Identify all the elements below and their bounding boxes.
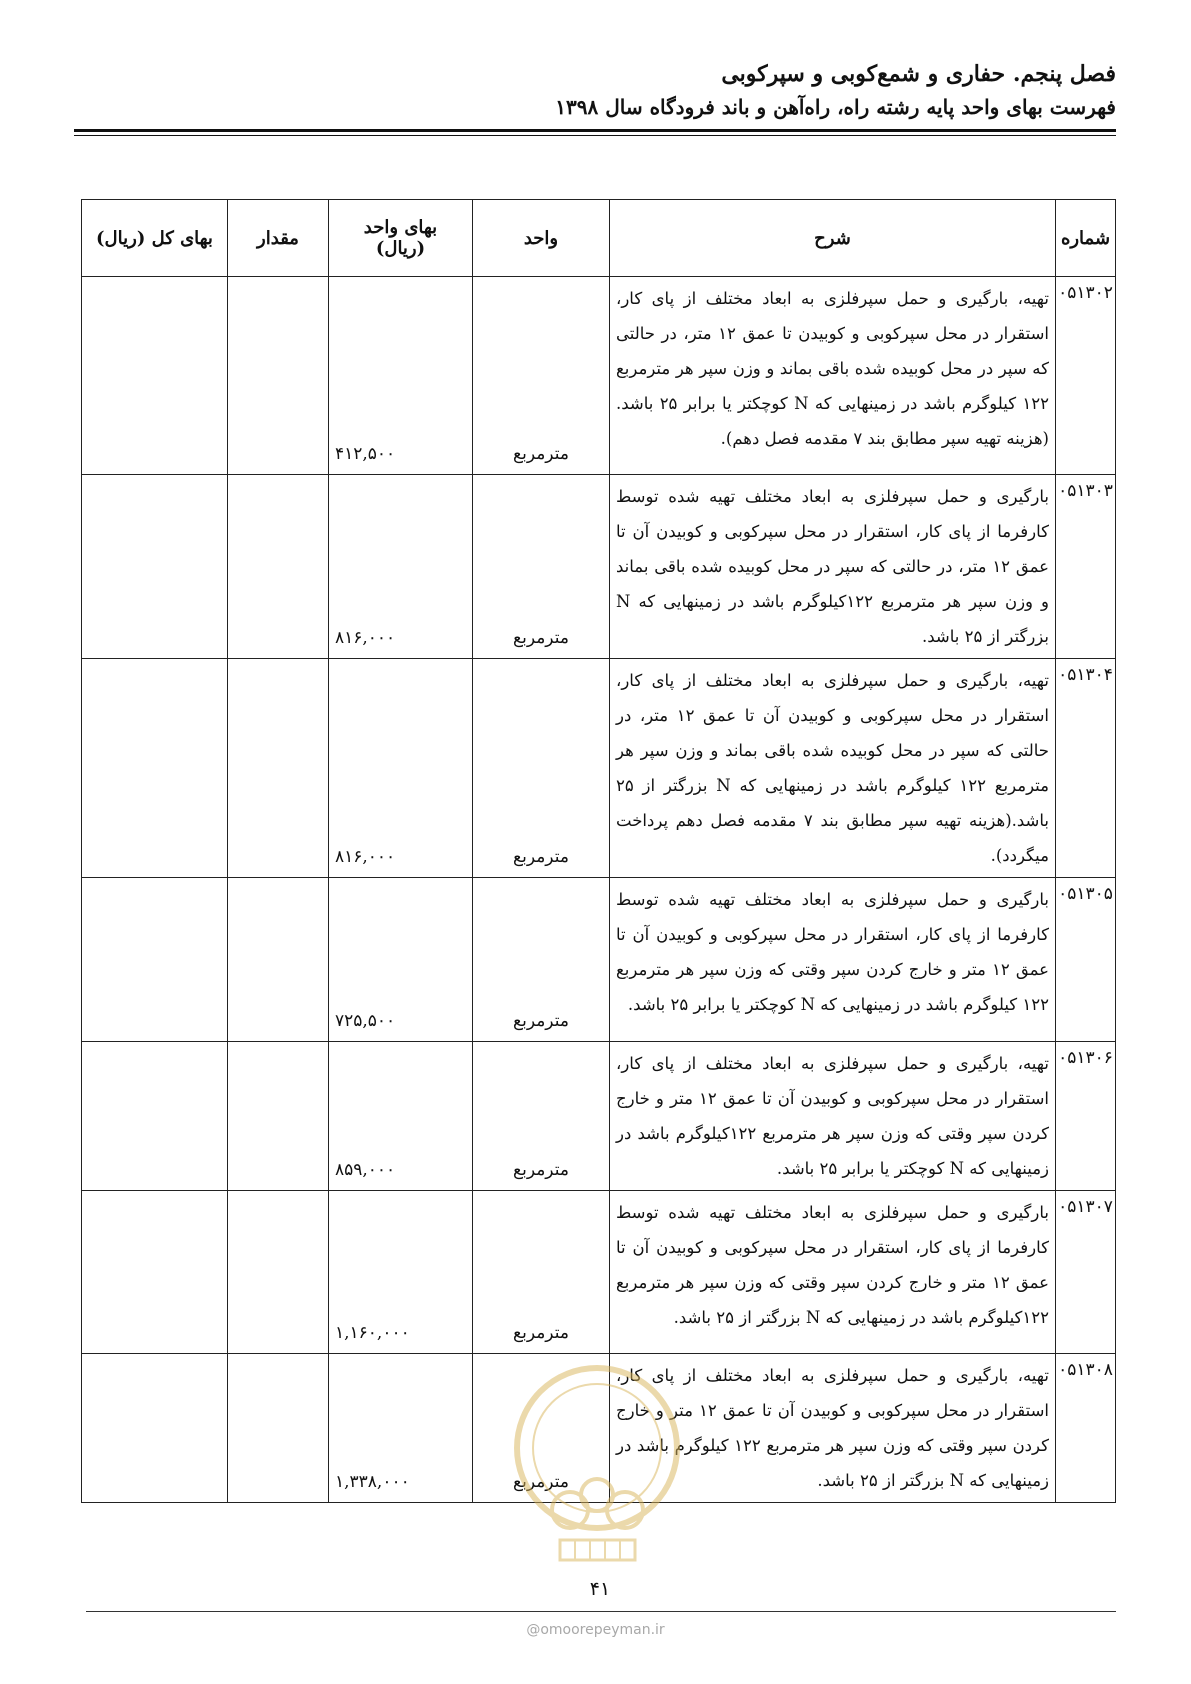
row-description: بارگیری و حمل سپرفلزی به ابعاد مختلف تهیه شده توسط کارفرما از پای کار، استقرار در محل سپرکوبی و کوبیدن آن تا عمق ۱۲ متر و خارج کردن سپر وقتی که وزن سپر هر مترمربع ۱۲۲ کیلوگرم باشد در زمینهایی که N کوچکتر یا برابر ۲۵ باشد. — [610, 878, 1056, 1042]
row-unit-price: ۱,۳۳۸,۰۰۰ — [329, 1354, 473, 1503]
footer-rule — [86, 1611, 1116, 1612]
row-unit: مترمربع — [473, 1042, 610, 1191]
row-code: ۰۵۱۳۰۲ — [1056, 277, 1116, 475]
row-quantity — [228, 1354, 329, 1503]
page-number: ۴۱ — [589, 1578, 611, 1600]
header-unit-price-line1: بهای واحد — [363, 217, 438, 238]
price-table — [81, 199, 1116, 1503]
chapter-title: فصل پنجم. حفاری و شمع‌کوبی و سپرکوبی — [721, 61, 1116, 87]
row-code: ۰۵۱۳۰۵ — [1056, 878, 1116, 1042]
table-row — [82, 475, 1116, 659]
row-unit: مترمربع — [473, 659, 610, 878]
row-description: تهیه، بارگیری و حمل سپرفلزی به ابعاد مختلف از پای کار، استقرار در محل سپرکوبی و کوبیدن آن تا عمق ۱۲ متر و خارج کردن سپر وقتی که وزن سپر هر مترمربع ۱۲۲کیلوگرم باشد در زمینهایی که N کوچکتر یا برابر ۲۵ باشد. — [610, 1042, 1056, 1191]
table-row — [82, 1042, 1116, 1191]
row-unit-price: ۸۵۹,۰۰۰ — [329, 1042, 473, 1191]
row-unit: مترمربع — [473, 1354, 610, 1503]
header-code: شماره — [1056, 200, 1116, 277]
row-unit-price: ۷۲۵,۵۰۰ — [329, 878, 473, 1042]
row-total-price — [82, 1191, 228, 1354]
row-code: ۰۵۱۳۰۶ — [1056, 1042, 1116, 1191]
row-description: بارگیری و حمل سپرفلزی به ابعاد مختلف تهیه شده توسط کارفرما از پای کار، استقرار در محل سپرکوبی و کوبیدن آن تا عمق ۱۲ متر، در حالتی که سپر در محل کوبیده شده باقی بماند و وزن سپر هر مترمربع ۱۲۲کیلوگرم باشد در زمینهایی که N بزرگتر از ۲۵ باشد. — [610, 475, 1056, 659]
row-code: ۰۵۱۳۰۸ — [1056, 1354, 1116, 1503]
seal-watermark-icon — [510, 1360, 685, 1590]
row-quantity — [228, 1191, 329, 1354]
row-code: ۰۵۱۳۰۷ — [1056, 1191, 1116, 1354]
table-row — [82, 878, 1116, 1042]
row-unit: مترمربع — [473, 475, 610, 659]
row-code: ۰۵۱۳۰۳ — [1056, 475, 1116, 659]
row-unit-price: ۱,۱۶۰,۰۰۰ — [329, 1191, 473, 1354]
row-description: تهیه، بارگیری و حمل سپرفلزی به ابعاد مختلف از پای کار، استقرار در محل سپرکوبی و کوبیدن تا عمق ۱۲ متر، در حالتی که سپر در محل کوبیده شده باقی بماند و وزن سپر هر مترمربع ۱۲۲ کیلوگرم باشد در زمینهایی که N کوچکتر یا برابر ۲۵ باشد.(هزینه تهیه سپر مطابق بند ۷ مقدمه فصل دهم). — [610, 277, 1056, 475]
row-description: بارگیری و حمل سپرفلزی به ابعاد مختلف تهیه شده توسط کارفرما از پای کار، استقرار در محل سپرکوبی و کوبیدن آن تا عمق ۱۲ متر و خارج کردن سپر وقتی که وزن سپر هر مترمربع ۱۲۲کیلوگرم باشد در زمینهایی که N بزرگتر از ۲۵ باشد. — [610, 1191, 1056, 1354]
table-header-row — [82, 200, 1116, 277]
header-unit-price-line2: (ریال) — [375, 238, 426, 259]
row-unit-price: ۴۱۲,۵۰۰ — [329, 277, 473, 475]
row-description: تهیه، بارگیری و حمل سپرفلزی به ابعاد مختلف از پای کار، استقرار در محل سپرکوبی و کوبیدن آن تا عمق ۱۲ متر، در حالتی که سپر در محل کوبیده شده باقی بماند و وزن سپر هر مترمربع ۱۲۲ کیلوگرم باشد در زمینهایی که N بزرگتر از ۲۵ باشد.(هزینه تهیه سپر مطابق بند ۷ مقدمه فصل دهم پرداخت میگردد). — [610, 659, 1056, 878]
row-unit: مترمربع — [473, 277, 610, 475]
row-total-price — [82, 1042, 228, 1191]
page-header — [76, 58, 1116, 124]
header-rule-thin — [74, 135, 1116, 136]
row-unit: مترمربع — [473, 1191, 610, 1354]
header-quantity: مقدار — [228, 200, 329, 277]
row-total-price — [82, 277, 228, 475]
header-rule-thick — [74, 129, 1116, 132]
row-total-price — [82, 475, 228, 659]
row-unit-price: ۸۱۶,۰۰۰ — [329, 475, 473, 659]
row-unit-price: ۸۱۶,۰۰۰ — [329, 659, 473, 878]
row-total-price — [82, 1354, 228, 1503]
row-unit: مترمربع — [473, 878, 610, 1042]
row-quantity — [228, 659, 329, 878]
row-code: ۰۵۱۳۰۴ — [1056, 659, 1116, 878]
header-unit-price — [329, 200, 473, 277]
header-unit: واحد — [473, 200, 610, 277]
row-total-price — [82, 659, 228, 878]
document-subtitle: فهرست بهای واحد پایه رشته راه، راه‌آهن و باند فرودگاه سال ۱۳۹۸ — [555, 95, 1116, 119]
row-quantity — [228, 277, 329, 475]
table-row — [82, 1191, 1116, 1354]
row-description: تهیه، بارگیری و حمل سپرفلزی به ابعاد مختلف از پای کار، استقرار در محل سپرکوبی و کوبیدن آن تا عمق ۱۲ متر و خارج کردن سپر وقتی که وزن سپر هر مترمربع ۱۲۲ کیلوگرم باشد در زمینهایی که N بزرگتر از ۲۵ باشد. — [610, 1354, 1056, 1503]
row-total-price — [82, 878, 228, 1042]
row-quantity — [228, 475, 329, 659]
row-quantity — [228, 1042, 329, 1191]
row-quantity — [228, 878, 329, 1042]
header-total-price: بهای کل (ریال) — [82, 200, 228, 277]
header-description: شرح — [610, 200, 1056, 277]
table-row — [82, 277, 1116, 475]
website-watermark: @omoorepeyman.ir — [526, 1622, 665, 1638]
table-row — [82, 659, 1116, 878]
